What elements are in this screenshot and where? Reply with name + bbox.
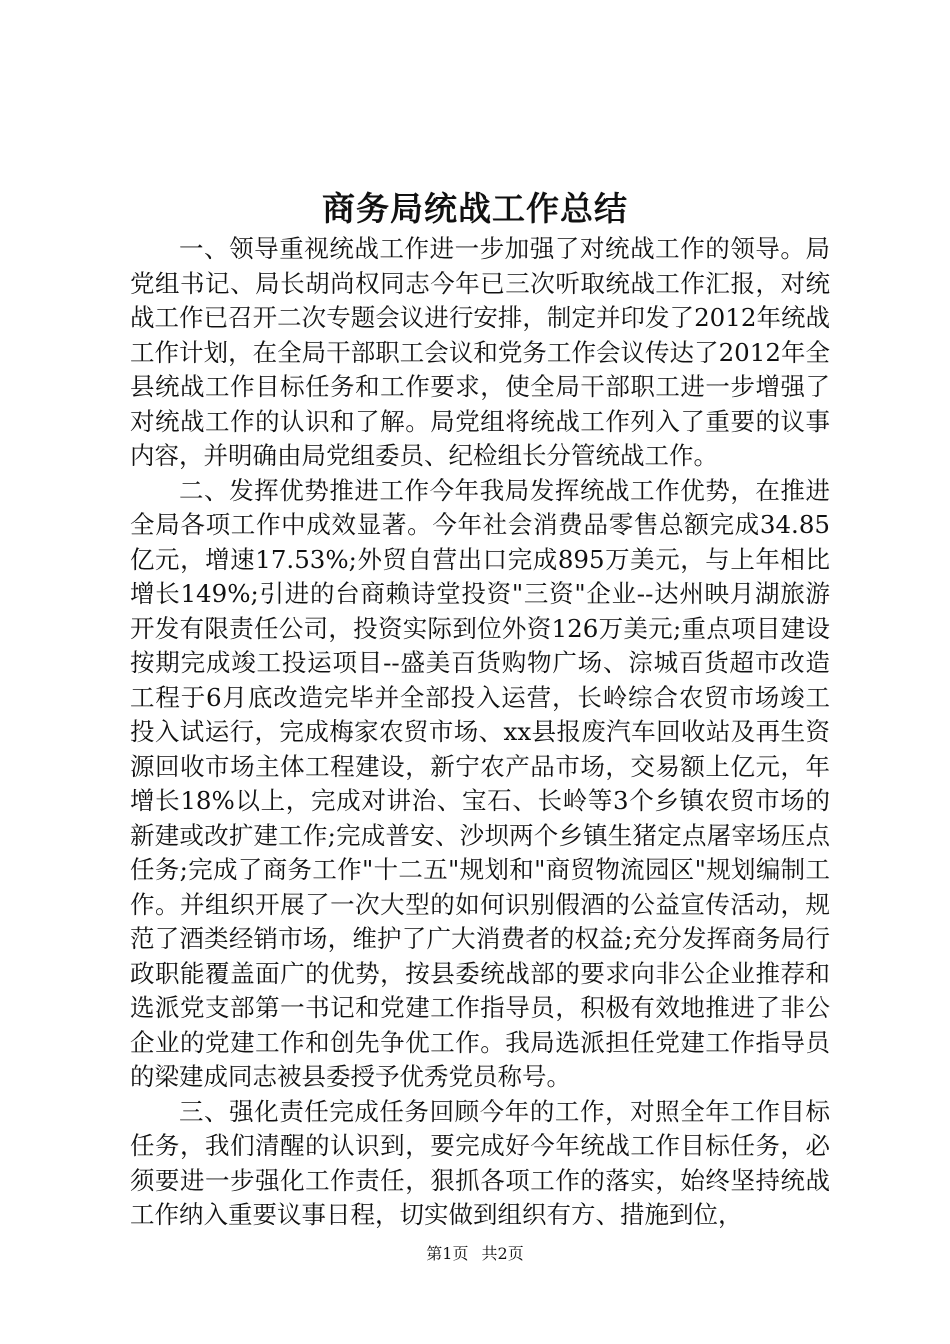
page-number-total: 共2页 [481,1244,524,1263]
paragraph-3: 三、强化责任完成任务回顾今年的工作，对照全年工作目标任务，我们清醒的认识到，要完成好今年统战工作目标任务，必须要进一步强化工作责任，狠抓各项工作的落实，始终坚持统战工作纳入重要议事日程，切实做到组织有方、措施到位， [130,1096,830,1229]
page-number-current: 第1页 [426,1244,469,1263]
document-title: 商务局统战工作总结 [322,189,628,228]
page-footer [0,1243,950,1265]
document-body [130,232,830,1233]
paragraph-1: 一、领导重视统战工作进一步加强了对统战工作的领导。局党组书记、局长胡尚权同志今年已三次听取统战工作汇报，对统战工作已召开二次专题会议进行安排，制定并印发了2012年统战工作计划，在全局干部职工会议和党务工作会议传达了2012年全县统战工作目标任务和工作要求，使全局干部职工进一步增强了对统战工作的认识和了解。局党组将统战工作列入了重要的议事内容，并明确由局党组委员、纪检组长分管统战工作。 [130,234,830,470]
paragraph-2: 二、发挥优势推进工作今年我局发挥统战工作优势，在推进全局各项工作中成效显著。今年社会消费品零售总额完成34.85亿元，增速17.53%;外贸自营出口完成895万美元，与上年相比增长149%;引进的台商赖诗堂投资"三资"企业--达州映月湖旅游开发有限责任公司，投资实际到位外资126万美元;重点项目建设按期完成竣工投运项目--盛美百货购物广场、淙城百货超市改造工程于6月底改造完毕并全部投入运营，长岭综合农贸市场竣工投入试运行，完成梅家农贸市场、xx县报废汽车回收站及再生资源回收市场主体工程建设，新宁农产品市场，交易额上亿元，年增长18%以上，完成对讲治、宝石、长岭等3个乡镇农贸市场的新建或改扩建工作;完成普安、沙坝两个乡镇生猪定点屠宰场压点任务;完成了商务工作"十二五"规划和"商贸物流园区"规划编制工作。并组织开展了一次大型的如何识别假酒的公益宣传活动，规范了酒类经销市场，维护了广大消费者的权益;充分发挥商务局行政职能覆盖面广的优势，按县委统战部的要求向非公企业推荐和选派党支部第一书记和党建工作指导员，积极有效地推进了非公企业的党建工作和创先争优工作。我局选派担任党建工作指导员的梁建成同志被县委授予优秀党员称号。 [130,475,830,1091]
